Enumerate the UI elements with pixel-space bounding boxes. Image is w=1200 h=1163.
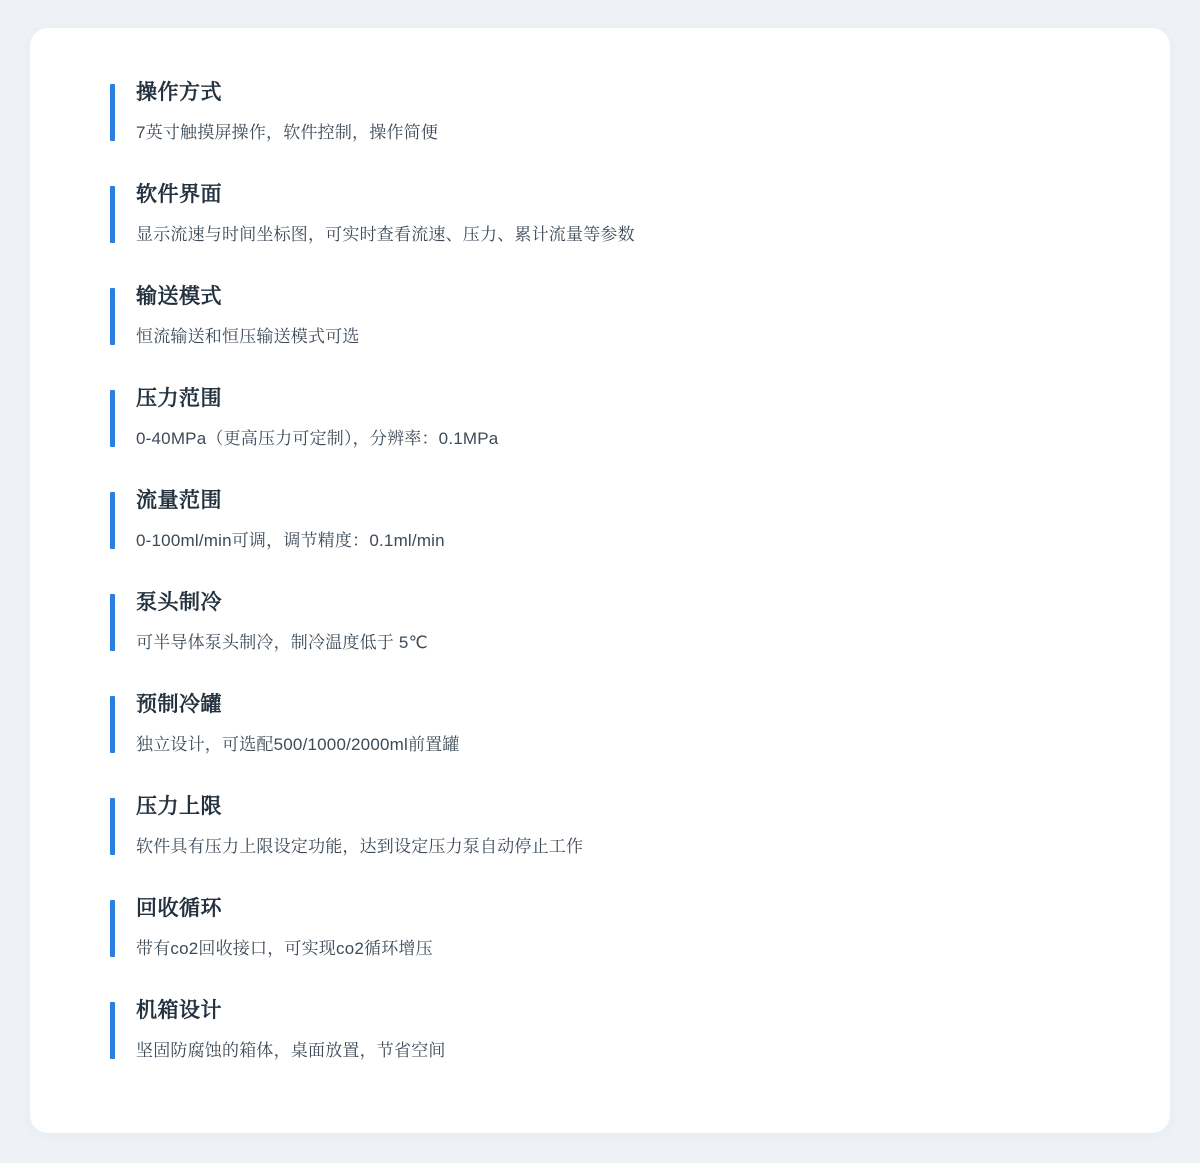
spec-item [110, 382, 1100, 456]
spec-item [110, 484, 1100, 558]
accent-bar [110, 900, 115, 957]
accent-bar [110, 696, 115, 753]
spec-description: 显示流速与时间坐标图，可实时查看流速、压力、累计流量等参数 [136, 225, 635, 244]
spec-item [110, 688, 1100, 762]
accent-bar [110, 288, 115, 345]
spec-title: 预制冷罐 [136, 693, 222, 716]
spec-item [110, 892, 1100, 966]
spec-description: 0-100ml/min可调，调节精度：0.1ml/min [136, 531, 445, 550]
spec-title: 软件界面 [136, 183, 222, 206]
spec-description: 可半导体泵头制冷，制冷温度低于 5℃ [136, 633, 428, 652]
accent-bar [110, 84, 115, 141]
spec-description: 7英寸触摸屏操作，软件控制，操作简便 [136, 123, 439, 142]
spec-title: 机箱设计 [136, 999, 222, 1022]
spec-item [110, 586, 1100, 660]
spec-title: 输送模式 [136, 285, 222, 308]
spec-item [110, 178, 1100, 252]
spec-description: 坚固防腐蚀的箱体，桌面放置，节省空间 [136, 1041, 446, 1060]
accent-bar [110, 798, 115, 855]
spec-title: 泵头制冷 [136, 591, 222, 614]
spec-list [110, 76, 1100, 1068]
spec-card [30, 28, 1170, 1133]
spec-description: 带有co2回收接口，可实现co2循环增压 [136, 939, 433, 958]
spec-description: 独立设计，可选配500/1000/2000ml前置罐 [136, 735, 460, 754]
spec-title: 回收循环 [136, 897, 222, 920]
spec-item [110, 790, 1100, 864]
spec-description: 恒流输送和恒压输送模式可选 [136, 327, 360, 346]
spec-title: 压力范围 [136, 387, 222, 410]
spec-item [110, 280, 1100, 354]
accent-bar [110, 1002, 115, 1059]
spec-title: 压力上限 [136, 795, 222, 818]
accent-bar [110, 186, 115, 243]
spec-title: 操作方式 [136, 81, 222, 104]
accent-bar [110, 492, 115, 549]
spec-description: 软件具有压力上限设定功能，达到设定压力泵自动停止工作 [136, 837, 584, 856]
spec-item [110, 994, 1100, 1068]
spec-item [110, 76, 1100, 150]
accent-bar [110, 390, 115, 447]
spec-title: 流量范围 [136, 489, 222, 512]
spec-description: 0-40MPa（更高压力可定制），分辨率：0.1MPa [136, 429, 499, 448]
accent-bar [110, 594, 115, 651]
